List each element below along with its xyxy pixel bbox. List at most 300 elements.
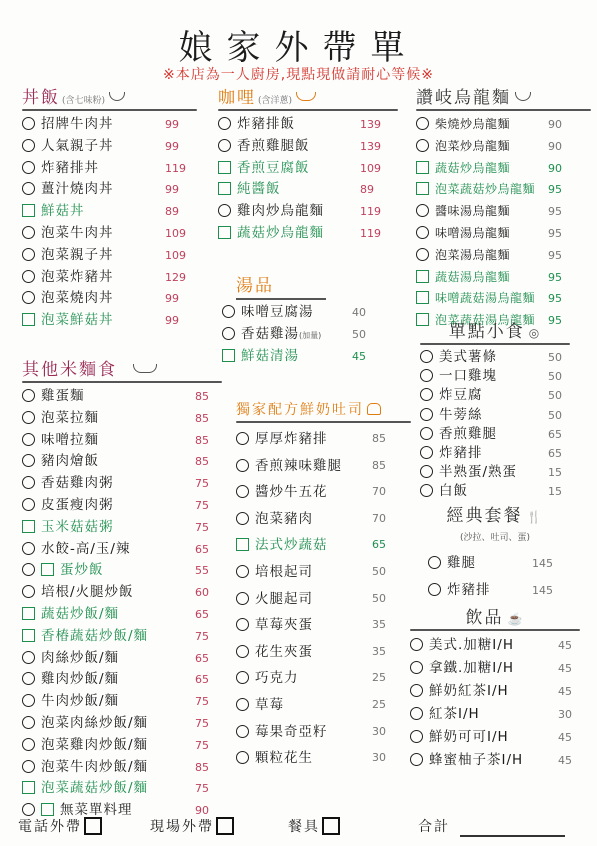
menu-item (420, 550, 570, 577)
section-milk-toast (236, 398, 411, 772)
item-name: 泡菜雞肉炒飯/麵 (41, 736, 149, 753)
menu-item (22, 539, 222, 561)
order-checkbox[interactable] (22, 139, 35, 152)
menu-item (218, 179, 398, 201)
item-price: 65 (195, 651, 209, 665)
section-title-text: 飲品 (465, 608, 504, 628)
item-name: 牛蒡絲 (439, 406, 483, 423)
item-price: 95 (548, 205, 562, 219)
menu-item (22, 408, 222, 430)
vegetarian-checkbox[interactable] (218, 161, 231, 174)
menu-item (222, 302, 402, 324)
item-name: 水餃-高/玉/辣 (41, 540, 131, 557)
item-name: 巧克力 (255, 670, 299, 687)
menu-item (22, 451, 222, 473)
item-price: 89 (165, 205, 179, 219)
menu-item (218, 136, 398, 158)
menu-item (410, 634, 580, 657)
item-name: 拿鐵.加糖I/H (429, 660, 514, 676)
item-price: 50 (548, 351, 562, 364)
menu-item (410, 726, 580, 749)
order-checkbox[interactable] (22, 542, 35, 555)
order-checkbox[interactable] (236, 645, 249, 658)
menu-item (22, 310, 197, 332)
menu-item (22, 430, 222, 452)
order-checkbox[interactable] (22, 117, 35, 130)
total-line (460, 835, 565, 837)
item-price: 129 (165, 270, 186, 284)
menu-item (416, 201, 591, 223)
item-price: 90 (548, 139, 562, 153)
vegetarian-checkbox[interactable] (22, 607, 35, 620)
item-price: 25 (372, 697, 386, 711)
menu-item (218, 114, 398, 136)
item-name: 泡菜蔬菇炒飯/麵 (41, 780, 149, 797)
item-name: 炸豬排丼 (41, 159, 99, 176)
item-price: 50 (372, 564, 386, 578)
menu-item (420, 577, 570, 604)
section-subtitle: (沙拉、吐司、蛋) (459, 533, 531, 543)
menu-item (22, 735, 222, 757)
order-checkbox[interactable] (22, 563, 35, 576)
item-name: 火腿起司 (255, 590, 313, 607)
order-checkbox[interactable] (22, 651, 35, 664)
bowl-icon (133, 364, 157, 373)
item-name: 香椿蔬菇炒飯/麵 (41, 627, 149, 644)
item-price: 99 (165, 118, 179, 131)
order-checkbox[interactable] (22, 476, 35, 489)
menu-item (22, 648, 222, 670)
item-name: 人氣親子丼 (41, 137, 114, 154)
order-checkbox[interactable] (218, 204, 231, 217)
order-checkbox[interactable] (410, 638, 423, 651)
menu-item (420, 444, 570, 463)
item-name: 泡菜牛肉炒飯/麵 (41, 758, 149, 775)
item-name: 培根起司 (255, 563, 313, 580)
order-checkbox[interactable] (22, 498, 35, 511)
item-name: 皮蛋瘦肉粥 (41, 496, 114, 513)
item-price: 95 (548, 226, 562, 240)
section-side-dishes (420, 320, 570, 502)
phone-takeout-checkbox[interactable] (84, 817, 102, 835)
item-price: 90 (195, 804, 209, 818)
onsite-takeout-checkbox[interactable] (216, 817, 234, 835)
item-name: 醬味湯烏龍麵 (435, 204, 511, 219)
item-name: 蔬菇炒烏龍麵 (237, 224, 324, 241)
item-name: 泡菜炒烏龍麵 (435, 138, 511, 153)
item-name: 玉米菇菇粥 (41, 518, 114, 535)
vegetarian-checkbox[interactable] (222, 349, 235, 362)
menu-item (22, 136, 197, 158)
item-price: 50 (372, 591, 386, 605)
item-name: 花生夾蛋 (255, 643, 313, 660)
item-name: 炸豬排飯 (237, 116, 295, 132)
menu-item (410, 680, 580, 703)
item-price: 75 (195, 520, 209, 534)
bread-icon (367, 403, 381, 415)
section-title (416, 86, 591, 114)
order-checkbox[interactable] (416, 139, 429, 152)
order-checkbox[interactable] (428, 583, 441, 596)
utensils-option[interactable] (288, 816, 340, 836)
vegetarian-checkbox[interactable] (218, 226, 231, 239)
menu-item (420, 367, 570, 386)
menu-item (22, 158, 197, 180)
order-checkbox[interactable] (22, 672, 35, 685)
menu-item (410, 703, 580, 726)
order-checkbox[interactable] (236, 592, 249, 605)
menu-item (22, 201, 197, 223)
page-title: 娘家外帶單 (178, 28, 419, 68)
item-price: 15 (548, 485, 562, 499)
item-price: 85 (195, 433, 209, 447)
order-checkbox[interactable] (22, 738, 35, 751)
order-checkbox[interactable] (222, 305, 235, 318)
item-price: 45 (558, 639, 572, 652)
order-checkbox[interactable] (22, 161, 35, 174)
item-price: 55 (195, 564, 209, 578)
item-price: 119 (360, 205, 381, 219)
menu-item (236, 586, 411, 613)
item-name: 招牌牛肉丼 (41, 116, 114, 132)
order-checkbox[interactable] (420, 427, 433, 440)
item-name: 味噌拉麵 (41, 431, 99, 448)
menu-item (416, 223, 591, 245)
item-price: 90 (548, 161, 562, 175)
item-price: 85 (195, 411, 209, 425)
menu-item (218, 201, 398, 223)
item-price: 50 (548, 408, 562, 422)
section-title-text: 湯品 (236, 276, 274, 296)
item-name: 草莓 (255, 696, 284, 713)
menu-item (416, 288, 591, 310)
item-price: 75 (195, 738, 209, 752)
menu-item (236, 692, 411, 719)
item-name: 香菇雞肉粥 (41, 475, 114, 492)
item-name: 一口雞塊 (439, 368, 497, 385)
vegetarian-checkbox[interactable] (22, 629, 35, 642)
section-title-text: 經典套餐 (446, 506, 523, 526)
order-checkbox[interactable] (22, 291, 35, 304)
item-name: 柴燒炒烏龍麵 (435, 117, 511, 131)
item-name: 泡菜鮮菇丼 (41, 312, 114, 329)
item-name: 泡菜牛肉丼 (41, 224, 114, 241)
item-name: 泡菜湯烏龍麵 (435, 247, 511, 262)
menu-item (222, 346, 402, 368)
item-price: 30 (558, 708, 572, 721)
item-name: 雞腿 (447, 555, 476, 571)
item-name: 香菇雞湯 (241, 325, 299, 342)
section-sanuki-udon (416, 86, 591, 332)
order-checkbox[interactable] (22, 270, 35, 283)
item-name: 莓果奇亞籽 (255, 723, 328, 740)
item-name: 醬炒牛五花 (255, 484, 328, 501)
item-price: 30 (372, 751, 386, 765)
order-checkbox[interactable] (22, 248, 35, 261)
order-checkbox[interactable] (22, 716, 35, 729)
order-checkbox[interactable] (236, 485, 249, 498)
order-checkbox[interactable] (22, 226, 35, 239)
order-checkbox[interactable] (416, 117, 429, 130)
item-name: 豬肉燴飯 (41, 453, 99, 470)
menu-item (236, 532, 411, 559)
menu-item (420, 482, 570, 501)
vegetarian-checkbox[interactable] (41, 563, 54, 576)
order-checkbox[interactable] (420, 484, 433, 497)
item-name: 美式薯條 (439, 349, 497, 365)
section-title (22, 86, 197, 114)
order-checkbox[interactable] (420, 388, 433, 401)
order-checkbox[interactable] (218, 117, 231, 130)
menu-item (22, 114, 197, 136)
item-name: 鮮奶紅茶I/H (429, 683, 509, 699)
item-name: 薑汁燒肉丼 (41, 181, 114, 198)
section-set-meal (420, 506, 570, 604)
coffee-cup-icon: ☕ (507, 612, 525, 626)
menu-item (22, 223, 197, 245)
order-checkbox[interactable] (218, 139, 231, 152)
vegetarian-checkbox[interactable] (22, 204, 35, 217)
menu-item (22, 288, 197, 310)
item-price: 45 (558, 662, 572, 675)
item-price: 50 (548, 389, 562, 403)
item-price: 99 (165, 314, 179, 328)
vegetarian-checkbox[interactable] (416, 161, 429, 174)
menu-item (236, 453, 411, 480)
menu-item (236, 479, 411, 506)
item-price: 45 (558, 731, 572, 744)
menu-item (236, 745, 411, 772)
order-checkbox[interactable] (22, 182, 35, 195)
section-title-text: 其他米麵食 (22, 360, 117, 380)
item-price: 109 (165, 248, 186, 262)
item-price: 75 (195, 498, 209, 512)
item-name: 雞肉炒飯/麵 (41, 671, 120, 688)
item-price: 75 (195, 477, 209, 491)
item-note: (加量) (299, 330, 322, 340)
total-label: 合計 (418, 819, 450, 835)
order-checkbox[interactable] (236, 671, 249, 684)
section-subtitle: (含洋蔥) (258, 96, 293, 106)
order-checkbox[interactable] (410, 730, 423, 743)
order-checkbox[interactable] (410, 707, 423, 720)
item-price: 65 (548, 427, 562, 441)
menu-item (22, 626, 222, 648)
item-price: 65 (372, 538, 386, 552)
order-checkbox[interactable] (416, 204, 429, 217)
vegetarian-checkbox[interactable] (22, 313, 35, 326)
order-checkbox[interactable] (420, 408, 433, 421)
menu-item (22, 245, 197, 267)
phone-takeout-label: 電話外帶 (18, 819, 82, 835)
item-name: 美式.加糖I/H (429, 637, 514, 653)
utensils-checkbox[interactable] (322, 817, 340, 835)
menu-item (416, 158, 591, 180)
item-price: 75 (195, 695, 209, 709)
section-title-text: 丼飯 (22, 88, 60, 108)
menu-item (236, 719, 411, 746)
item-name: 泡菜肉絲炒飯/麵 (41, 714, 149, 731)
menu-item (22, 778, 222, 800)
item-name: 味噌湯烏龍麵 (435, 225, 511, 240)
item-name: 白飯 (439, 483, 468, 500)
item-price: 50 (548, 370, 562, 384)
item-name: 雞肉炒烏龍麵 (237, 203, 324, 220)
vegetarian-checkbox[interactable] (22, 781, 35, 794)
vegetarian-checkbox[interactable] (416, 291, 429, 304)
order-checkbox[interactable] (222, 327, 235, 340)
item-name: 蜂蜜柚子茶I/H (429, 752, 524, 768)
order-checkbox[interactable] (236, 565, 249, 578)
order-checkbox[interactable] (236, 751, 249, 764)
vegetarian-checkbox[interactable] (236, 538, 249, 551)
order-checkbox[interactable] (410, 661, 423, 674)
onsite-takeout-option[interactable] (150, 816, 234, 836)
menu-item (416, 114, 591, 136)
item-name: 蔬菇湯烏龍麵 (435, 269, 511, 284)
title-underline (236, 298, 326, 300)
item-name: 培根/火腿炒飯 (41, 584, 134, 601)
item-price: 85 (195, 390, 209, 403)
item-name: 泡菜蔬菇炒烏龍麵 (435, 182, 536, 197)
item-price: 95 (548, 314, 562, 328)
order-checkbox[interactable] (428, 556, 441, 569)
item-name: 顆粒花生 (255, 750, 313, 767)
vegetarian-checkbox[interactable] (416, 182, 429, 195)
order-checkbox[interactable] (236, 698, 249, 711)
order-checkbox[interactable] (22, 760, 35, 773)
item-price: 65 (195, 542, 209, 556)
section-other-noodles-rice (22, 358, 222, 822)
menu-item (236, 506, 411, 533)
order-checkbox[interactable] (22, 585, 35, 598)
vegetarian-checkbox[interactable] (218, 182, 231, 195)
item-price: 40 (352, 306, 366, 319)
order-checkbox[interactable] (420, 350, 433, 363)
order-checkbox[interactable] (416, 248, 429, 261)
item-price: 45 (558, 754, 572, 767)
order-checkbox[interactable] (236, 432, 249, 445)
utensils-label: 餐具 (288, 819, 320, 835)
order-checkbox[interactable] (420, 446, 433, 459)
vegetarian-checkbox[interactable] (22, 520, 35, 533)
section-title (236, 398, 411, 426)
item-name: 炸豬排 (447, 582, 491, 598)
item-price: 15 (548, 466, 562, 480)
item-price: 145 (532, 584, 553, 597)
menu-item (410, 749, 580, 772)
order-checkbox[interactable] (236, 618, 249, 631)
item-price: 85 (195, 760, 209, 774)
menu-item (420, 406, 570, 425)
notice-text: ※本店為一人廚房,現點現做請耐心等候※ (163, 67, 434, 83)
item-price: 90 (548, 118, 562, 131)
order-checkbox[interactable] (22, 433, 35, 446)
menu-item (22, 560, 222, 582)
phone-takeout-option[interactable] (18, 816, 102, 836)
item-price: 99 (165, 139, 179, 153)
menu-item (22, 179, 197, 201)
order-checkbox[interactable] (22, 411, 35, 424)
item-name: 香煎雞腿飯 (237, 137, 310, 154)
item-price: 45 (558, 685, 572, 698)
item-name: 泡菜炸豬丼 (41, 268, 114, 285)
menu-item (22, 473, 222, 495)
menu-item (22, 386, 222, 408)
order-checkbox[interactable] (410, 684, 423, 697)
item-price: 75 (195, 629, 209, 643)
order-checkbox[interactable] (420, 369, 433, 382)
section-curry (218, 86, 398, 245)
item-name: 香煎雞腿 (439, 425, 497, 442)
item-price: 109 (165, 226, 186, 240)
menu-item (416, 136, 591, 158)
order-checkbox[interactable] (22, 454, 35, 467)
section-subtitle: (含七味粉) (62, 96, 106, 106)
menu-item (420, 425, 570, 444)
item-price: 65 (548, 446, 562, 460)
menu-item (236, 426, 411, 453)
section-title (218, 86, 398, 114)
item-name: 蔬菇炒飯/麵 (41, 605, 120, 622)
menu-item (22, 604, 222, 626)
item-price: 30 (372, 724, 386, 738)
cutlery-icon: 🍴 (526, 510, 544, 524)
menu-item (22, 713, 222, 735)
item-name: 泡菜豬肉 (255, 510, 313, 527)
item-name: 炸豆腐 (439, 387, 483, 404)
item-price: 99 (165, 183, 179, 197)
menu-item (416, 179, 591, 201)
menu-item (236, 612, 411, 639)
order-checkbox[interactable] (22, 389, 35, 402)
order-checkbox[interactable] (236, 725, 249, 738)
item-price: 70 (372, 511, 386, 525)
item-price: 85 (372, 432, 386, 445)
menu-item (22, 582, 222, 604)
item-price: 95 (548, 270, 562, 284)
order-checkbox[interactable] (420, 465, 433, 478)
order-checkbox[interactable] (410, 753, 423, 766)
order-checkbox[interactable] (236, 459, 249, 472)
menu-item (22, 495, 222, 517)
item-name: 牛肉炒飯/麵 (41, 693, 120, 710)
item-name: 味噌蔬菇湯烏龍麵 (435, 291, 536, 306)
item-name: 純醬飯 (237, 181, 281, 198)
item-price: 109 (360, 161, 381, 175)
menu-item (22, 757, 222, 779)
curry-plate-icon (296, 92, 316, 101)
order-checkbox[interactable] (22, 694, 35, 707)
item-price: 139 (360, 118, 381, 131)
order-checkbox[interactable] (236, 512, 249, 525)
onsite-takeout-label: 現場外帶 (150, 819, 214, 835)
plate-icon: ◎ (528, 326, 542, 340)
order-checkbox[interactable] (416, 226, 429, 239)
menu-item (218, 158, 398, 180)
menu-item (236, 665, 411, 692)
item-price: 145 (532, 557, 553, 570)
bowl-icon (109, 92, 125, 101)
item-price: 45 (352, 349, 366, 363)
item-name: 味噌豆腐湯 (241, 304, 314, 320)
item-price: 95 (548, 248, 562, 262)
item-price: 95 (548, 292, 562, 306)
menu-item (22, 669, 222, 691)
item-name: 紅茶I/H (429, 706, 480, 722)
menu-item (22, 691, 222, 713)
vegetarian-checkbox[interactable] (416, 270, 429, 283)
